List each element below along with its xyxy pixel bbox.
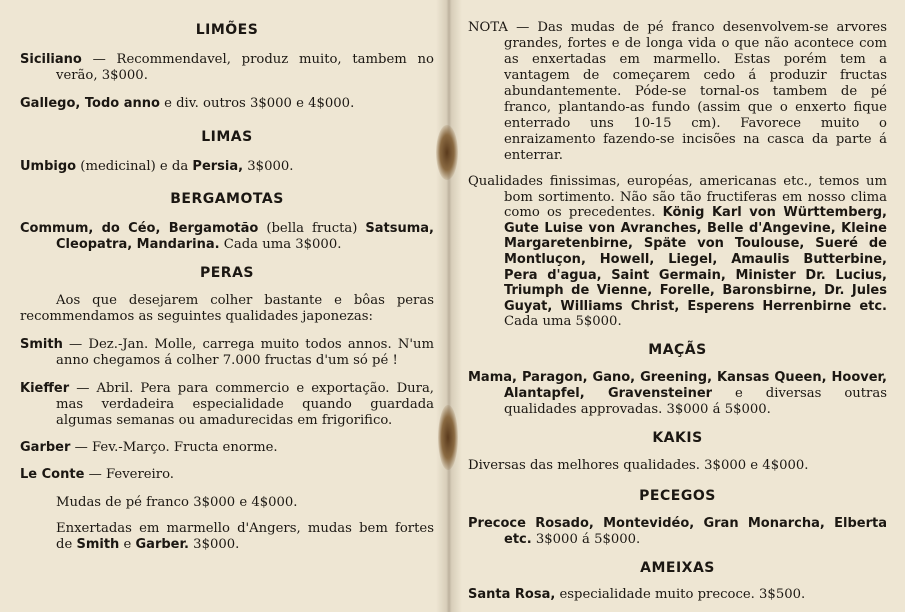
variety-name: Le Conte: [20, 467, 85, 482]
entry-gallego: [20, 96, 434, 112]
entry-garber: [20, 440, 434, 456]
left-page: [0, 0, 448, 612]
enxertadas-price: [20, 521, 434, 553]
entry-text: 3$000.: [243, 159, 294, 174]
entry-text: Cada uma 5$000.: [504, 314, 622, 330]
entry-text: — Dez.-Jan. Molle, carrega muito todos annos. N'um anno chegamos á colher 7.000 fructas d'um só pé !: [56, 337, 434, 368]
entry-smith: [20, 337, 434, 369]
section-title-kakis: KAKIS: [652, 429, 703, 446]
entry-text: e diversas outras qualidades approvadas. 3$000 á 5$000.: [504, 385, 887, 417]
variety-name: Satsuma, Cleopatra, Mandarina.: [56, 221, 434, 252]
entry-text: Cada uma 3$000.: [219, 237, 342, 252]
right-page: [456, 0, 905, 612]
entry-ameixas: [468, 587, 887, 603]
entry-text: (bella fructa): [258, 221, 366, 236]
entry-text: — Fev.-Março. Fructa enorme.: [70, 440, 278, 455]
entry-text: Qualidades finissimas, européas, americanas etc., temos um bom sortimento. Não são tão fructiferas em nosso clima como os precedentes.: [468, 174, 887, 221]
entry-text: (medicinal) e da: [76, 159, 193, 174]
peras-intro: Aos que desejarem colher bastante e bôas peras recommendamos as seguintes qualidades japonezas:: [20, 293, 434, 324]
entry-pecegos: [468, 516, 887, 548]
entry-siciliano: [20, 52, 434, 84]
variety-name: Siciliano: [20, 52, 82, 67]
variety-name: Commum, do Céo, Bergamotão: [20, 221, 259, 236]
entry-text: 3$000.: [188, 537, 240, 552]
entry-text: e div. outros 3$000 e 4$000.: [159, 96, 355, 111]
variety-name: Persia,: [192, 159, 244, 174]
section-title-ameixas: AMEIXAS: [640, 559, 715, 576]
variety-name: Santa Rosa,: [468, 586, 556, 602]
entry-text: — Recommendavel, produz muito, tambem no verão, 3$000.: [56, 52, 434, 83]
nota-paragraph: NOTA — Das mudas de pé franco desenvolvem-se arvores grandes, fortes e de longa vida o que não acontece com as enxertadas em marmello. Estas porém tem a vantagem de começarem cedo á produzir fructas abundantemente. Póde-se tornal-os tambem de pé franco, plantando-as fundo (assim que o enxerto fique enterrado uns 10-15 cm). Favorece muito o enraizamento fazendo-se incisões na casca da parte á enterrar.: [468, 20, 887, 163]
mudas-price: Mudas de pé franco 3$000 e 4$000.: [56, 495, 298, 510]
section-title-limoes: LIMÕES: [195, 22, 259, 38]
entry-leconte: [20, 467, 434, 483]
entry-umbigo: [20, 159, 434, 175]
section-title-peras: PERAS: [199, 265, 255, 281]
entry-text: e: [119, 537, 136, 552]
section-title-bergamotas: BERGAMOTAS: [170, 191, 284, 207]
variety-name: Precoce Rosado, Montevidéo, Gran Monarcha, Elberta etc.: [468, 515, 887, 547]
entry-macas: [468, 370, 887, 418]
entry-bergamotas: [20, 221, 434, 253]
variety-name: Smith: [20, 337, 63, 352]
variety-name: Garber.: [135, 537, 189, 552]
section-title-limas: LIMAS: [201, 129, 253, 145]
entry-kakis: Diversas das melhores qualidades. 3$000 e 4$000.: [468, 457, 809, 473]
qualidades-paragraph: [468, 174, 887, 330]
variety-name: Smith: [76, 537, 120, 552]
entry-text: 3$000 á 5$000.: [531, 531, 641, 547]
entry-text: — Abril. Pera para commercio e exportação. Dura, mas verdadeira especialidade quando guardada algumas semanas ou amadurecidas em frigorifico.: [56, 381, 434, 428]
variety-name: Mama, Paragon, Gano, Greening, Kansas Queen, Hoover, Alantapfel, Gravensteiner: [468, 369, 887, 401]
entry-text: — Fevereiro.: [84, 467, 174, 482]
variety-name: Umbigo: [20, 159, 77, 174]
entry-kieffer: [20, 381, 434, 429]
variety-name: König Karl von Württemberg, Gute Luise von Avranches, Belle d'Angevine, Kleine Margaretenbirne, Späte von Toulouse, Sueré de Montluçon, Howell, Liegel, Amaulis Butterbine, Pera d'agua, Saint Germain, Minister Dr. Lucius, Triumph de Vienne, Forelle, Baronsbirne, Dr. Jules Guyat, Williams Christ, Esperens Herrenbirne etc.: [504, 205, 887, 314]
entry-text: Enxertadas em marmello d'Angers, mudas bem fortes de: [56, 521, 434, 552]
variety-name: Kieffer: [20, 381, 70, 396]
entry-text: especialidade muito precoce. 3$500.: [555, 586, 806, 602]
section-title-pecegos: PECEGOS: [639, 487, 716, 504]
variety-name: Gallego, Todo anno: [20, 96, 160, 111]
section-title-macas: MAÇÃS: [648, 341, 707, 358]
variety-name: Garber: [20, 440, 71, 455]
